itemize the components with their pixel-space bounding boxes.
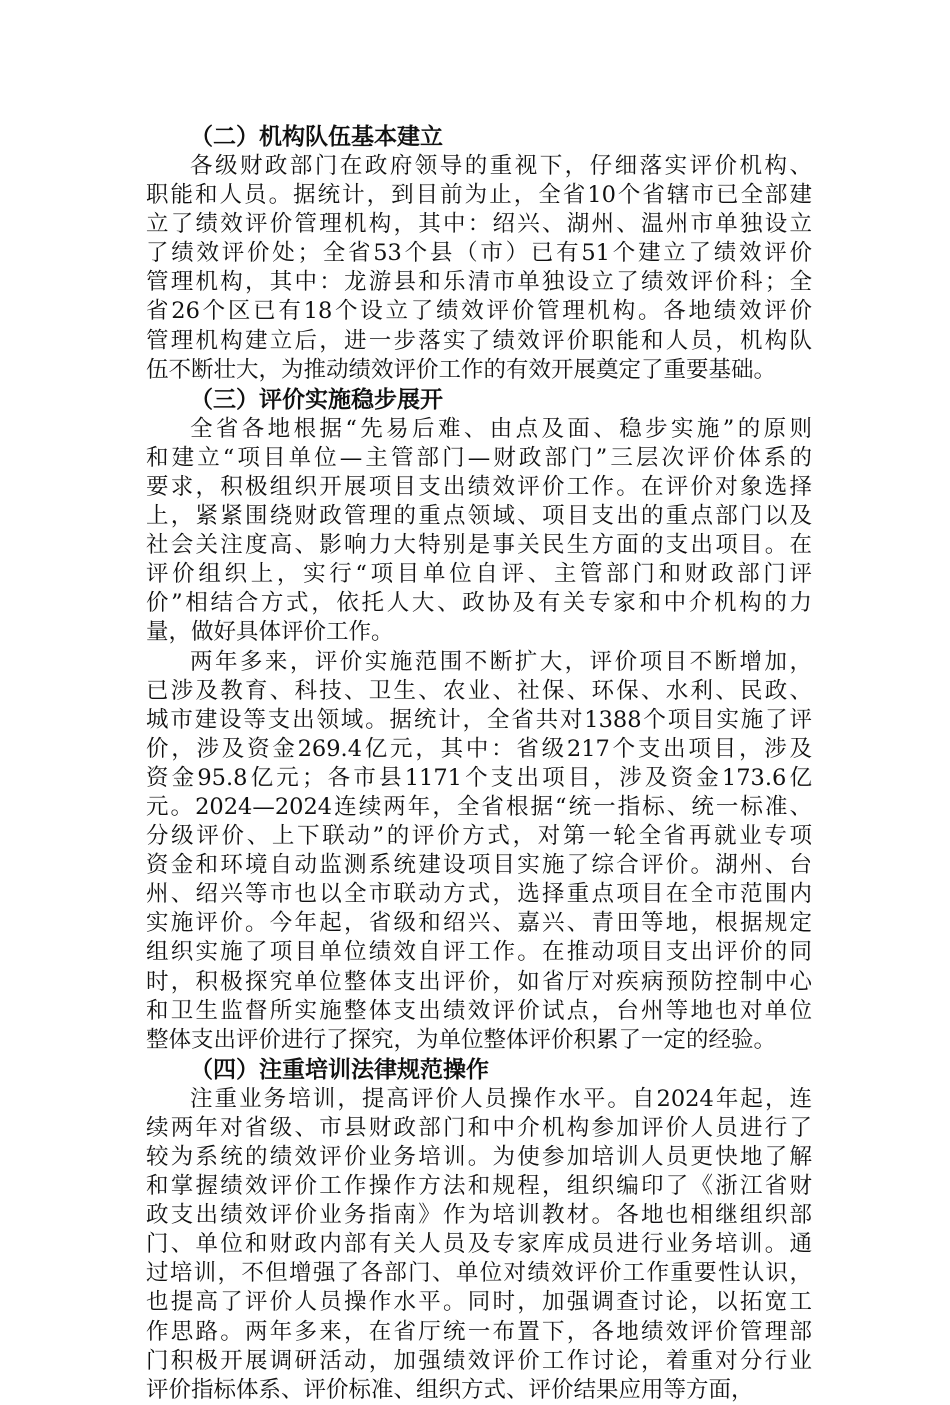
text-line: 各级财政部门在政府领导的重视下，仔细落实评价机构、 <box>190 153 812 179</box>
text-line: 组织实施了项目单位绩效自评工作。在推动项目支出评价的同 <box>146 939 812 966</box>
text-line: 和卫生监督所实施整体支出绩效评价试点，台州等地也对单位 <box>146 997 812 1024</box>
text-line: 门、单位和财政内部有关人员及专家库成员进行业务培训。通 <box>146 1231 812 1258</box>
text-line: 价，涉及资金269.4亿元，其中：省级217个支出项目，涉及 <box>146 735 812 762</box>
text-line: 全省各地根据“先易后难、由点及面、稳步实施”的原则 <box>190 415 812 442</box>
text-line: 已涉及教育、科技、卫生、农业、社保、环保、水利、民政、 <box>146 677 812 704</box>
text-line: 政支出绩效评价业务指南》作为培训教材。各地也相继组织部 <box>146 1202 812 1229</box>
text-line: 上，紧紧围绕财政管理的重点领域、项目支出的重点部门以及 <box>146 503 812 530</box>
text-line: 伍不断壮大，为推动绩效评价工作的有效开展奠定了重要基础。 <box>146 356 777 383</box>
paragraph <box>146 1085 812 1405</box>
text-line: 社会关注度高、影响力大特别是事关民生方面的支出项目。在 <box>146 532 812 559</box>
section-heading: （三）评价实施稳步展开 <box>190 386 443 413</box>
text-line: 了绩效评价处；全省53个县（市）已有51个建立了绩效评价 <box>146 240 812 267</box>
text-line: 评价组织上，实行“项目单位自评、主管部门和财政部门评 <box>146 561 812 588</box>
text-line: 注重业务培训，提高评价人员操作水平。自2024年起，连 <box>190 1085 812 1112</box>
text-line: 和掌握绩效评价工作操作方法和规程，组织编印了《浙江省财 <box>146 1173 812 1200</box>
text-line: 和建立“项目单位—主管部门—财政部门”三层次评价体系的 <box>146 444 812 471</box>
text-line: 管理机构，其中：龙游县和乐清市单独设立了绩效评价科；全 <box>146 269 812 296</box>
paragraph <box>146 152 812 385</box>
text-line: 元。2024—2024连续两年，全省根据“统一指标、统一标准、 <box>146 793 812 820</box>
text-line: 评价指标体系、评价标准、组织方式、评价结果应用等方面， <box>146 1376 754 1403</box>
text-line: 量，做好具体评价工作。 <box>146 619 394 646</box>
text-line: 过培训，不但增强了各部门、单位对绩效评价工作重要性认识， <box>146 1260 812 1287</box>
text-line: 分级评价、上下联动”的评价方式，对第一轮全省再就业专项 <box>146 823 812 850</box>
text-line: 门积极开展调研活动，加强绩效评价工作讨论，着重对分行业 <box>146 1347 812 1374</box>
text-line: 两年多来，评价实施范围不断扩大，评价项目不断增加， <box>190 648 812 675</box>
paragraph <box>146 415 812 648</box>
text-line: 较为系统的绩效评价业务培训。为使参加培训人员更快地了解 <box>146 1144 812 1170</box>
text-line: 时，积极探究单位整体支出评价，如省厅对疾病预防控制中心 <box>146 968 812 995</box>
text-line: 价”相结合方式，依托人大、政协及有关专家和中介机构的力 <box>146 590 812 617</box>
text-line: 州、绍兴等市也以全市联动方式，选择重点项目在全市范围内 <box>146 881 812 908</box>
text-line: 作思路。两年多来，在省厅统一布置下，各地绩效评价管理部 <box>146 1318 812 1345</box>
text-line: 省26个区已有18个设立了绩效评价管理机构。各地绩效评价 <box>146 298 812 325</box>
text-line: 也提高了评价人员操作水平。同时，加强调查讨论，以拓宽工 <box>146 1289 812 1316</box>
text-line: 资金95.8亿元；各市县1171个支出项目，涉及资金173.6亿 <box>146 764 812 791</box>
text-line: 职能和人员。据统计，到目前为止，全省10个省辖市已全部建 <box>146 182 812 209</box>
document-page <box>146 122 812 1405</box>
text-line: 整体支出评价进行了探究，为单位整体评价积累了一定的经验。 <box>146 1026 777 1053</box>
text-line: 资金和环境自动监测系统建设项目实施了综合评价。湖州、台 <box>146 852 812 879</box>
section-heading: （四）注重培训法律规范操作 <box>190 1056 489 1083</box>
text-line: 城市建设等支出领域。据统计，全省共对1388个项目实施了评 <box>146 706 812 733</box>
text-line: 续两年对省级、市县财政部门和中介机构参加评价人员进行了 <box>146 1114 812 1141</box>
section-heading: （二）机构队伍基本建立 <box>190 124 443 150</box>
text-line: 实施评价。今年起，省级和绍兴、嘉兴、青田等地，根据规定 <box>146 910 812 937</box>
text-line: 要求，积极组织开展项目支出绩效评价工作。在评价对象选择 <box>146 473 812 500</box>
paragraph <box>146 648 812 1055</box>
text-line: 立了绩效评价管理机构，其中：绍兴、湖州、温州市单独设立 <box>146 211 812 238</box>
text-line: 管理机构建立后，进一步落实了绩效评价职能和人员，机构队 <box>146 327 812 354</box>
